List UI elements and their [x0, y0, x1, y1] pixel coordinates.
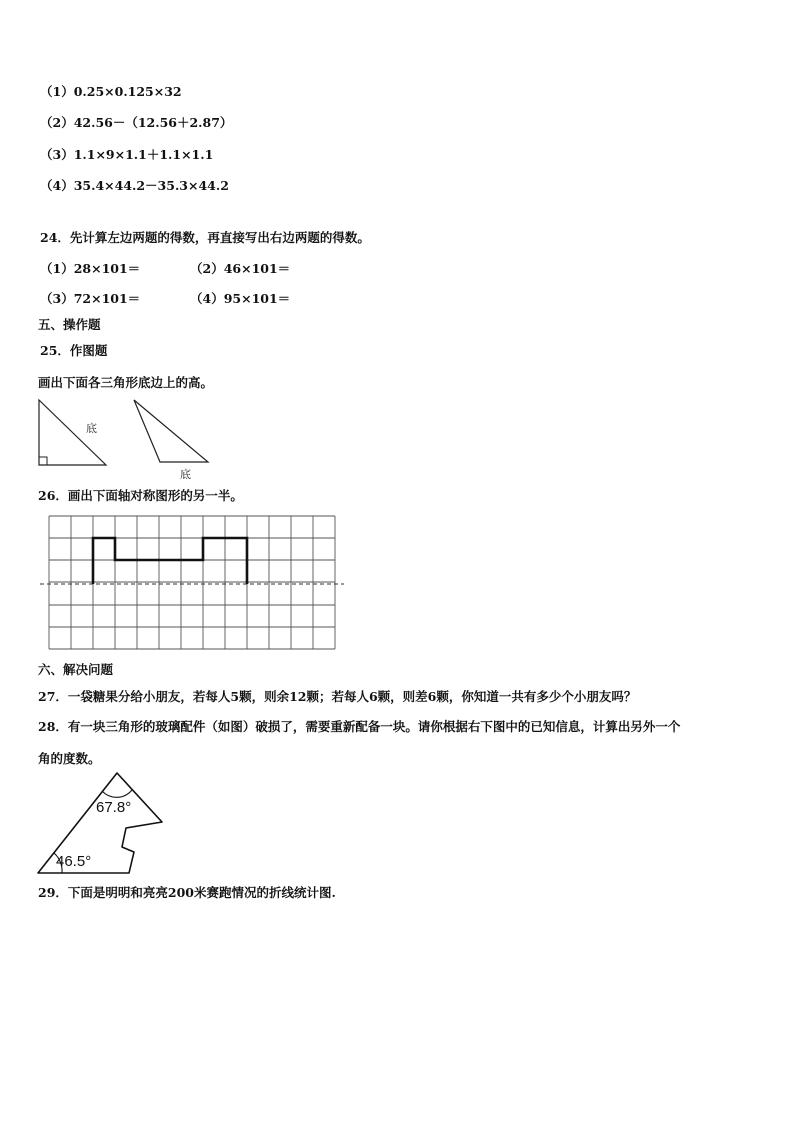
q25-triangles-figure	[36, 396, 216, 484]
angle-top-label: 67.8°	[96, 799, 132, 816]
expr-3: （3）1.1×9×1.1＋1.1×1.1	[40, 147, 214, 162]
base-label-1: 底	[86, 422, 97, 435]
q24-title: 24．先计算左边两题的得数，再直接写出右边两题的得数。	[40, 230, 370, 245]
q27-title: 27．一袋糖果分给小朋友，若每人5颗，则余12颗；若每人6颗，则差6颗，你知道一共有多少个小朋友吗？	[38, 689, 637, 704]
q29-title: 29．下面是明明和亮亮200米赛跑情况的折线统计图.	[38, 885, 336, 900]
section-6-title: 六、解决问题	[38, 662, 114, 677]
q25-instruction: 画出下面各三角形底边上的高。	[38, 375, 214, 390]
q28-broken-triangle-figure	[34, 770, 174, 880]
obtuse-triangle	[134, 400, 208, 462]
q28-title-line2: 角的度数。	[38, 751, 101, 766]
half-shape	[93, 538, 247, 584]
q26-title: 26．画出下面轴对称图形的另一半。	[38, 488, 243, 503]
section-5-title: 五、操作题	[38, 317, 101, 332]
right-angle-mark	[39, 457, 47, 465]
q26-grid-figure	[40, 512, 350, 657]
q25-title: 25．作图题	[40, 343, 108, 358]
expr-2: （2）42.56－（12.56＋2.87）	[40, 115, 233, 130]
angle-bottom-label: 46.5°	[56, 853, 92, 870]
angle-arc-top	[102, 790, 132, 797]
q24-item-3: （3）72×101＝	[40, 291, 141, 306]
expr-4: （4）35.4×44.2－35.3×44.2	[40, 178, 229, 193]
expr-1: （1）0.25×0.125×32	[40, 84, 182, 99]
q24-item-1: （1）28×101＝	[40, 261, 141, 276]
q28-title-line1: 28．有一块三角形的玻璃配件（如图）破损了，需要重新配备一块。请你根据右下图中的已知信息，计算出另外一个	[38, 719, 681, 734]
q24-item-4: （4）95×101＝	[190, 291, 291, 306]
base-label-2: 底	[180, 468, 191, 481]
q24-item-2: （2）46×101＝	[190, 261, 291, 276]
